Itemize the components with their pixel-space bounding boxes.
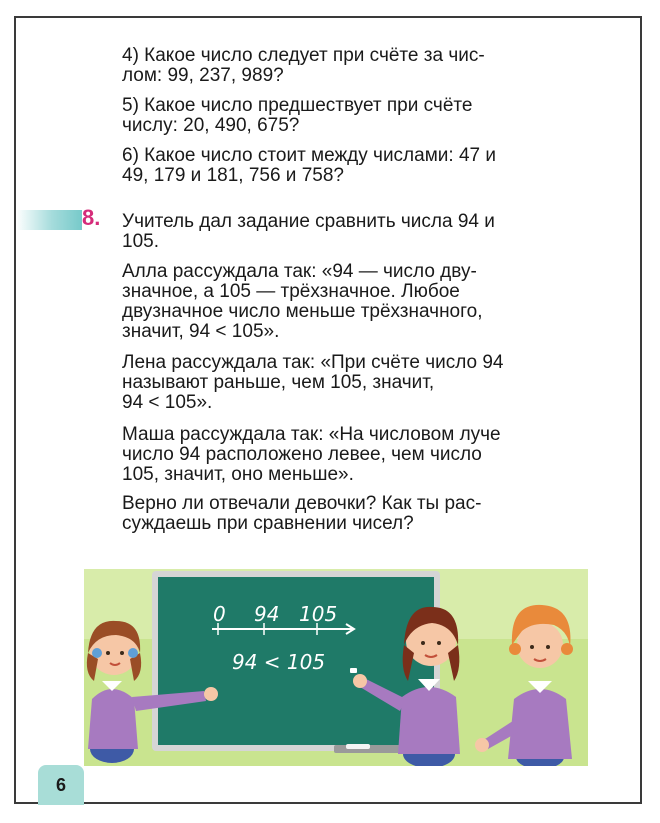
- task-marker-stripe: [16, 210, 82, 230]
- closing-question: Верно ли отвечали девочки? Как ты рас- суждаешь при сравнении чисел?: [122, 493, 482, 534]
- task-number: 8.: [82, 205, 101, 230]
- lena-reasoning: Лена рассуждала так: «При счёте число 94 называют раньше, чем 105, значит, 94 < 105».: [122, 352, 504, 413]
- question-6: 6) Какое число стоит между числами: 47 и 49, 179 и 181, 756 и 758?: [122, 145, 496, 186]
- ray-label-0: 0: [213, 602, 226, 626]
- masha-reasoning: Маша рассуждала так: «На числовом луче число 94 расположено левее, чем число 105, значит, оно меньше».: [122, 424, 501, 485]
- question-5: 5) Какое число предшествует при счёте числу: 20, 490, 675?: [122, 95, 473, 136]
- ray-label-105: 105: [299, 602, 338, 626]
- task-intro: Учитель дал задание сравнить числа 94 и 105.: [122, 211, 495, 252]
- alla-reasoning: Алла рассуждала так: «94 — число дву- значное, а 105 — трёхзначное. Любое двузначное число меньше трёхзначного, значит, 94 < 105».: [122, 261, 483, 342]
- classroom-illustration: [84, 569, 588, 766]
- page-number: 6: [55, 775, 66, 795]
- inequality-text: 94 < 105: [232, 650, 326, 674]
- ray-label-94: 94: [254, 602, 280, 626]
- page-number-box: [38, 765, 84, 805]
- question-4: 4) Какое число следует при счёте за чис- лом: 99, 237, 989?: [122, 45, 485, 86]
